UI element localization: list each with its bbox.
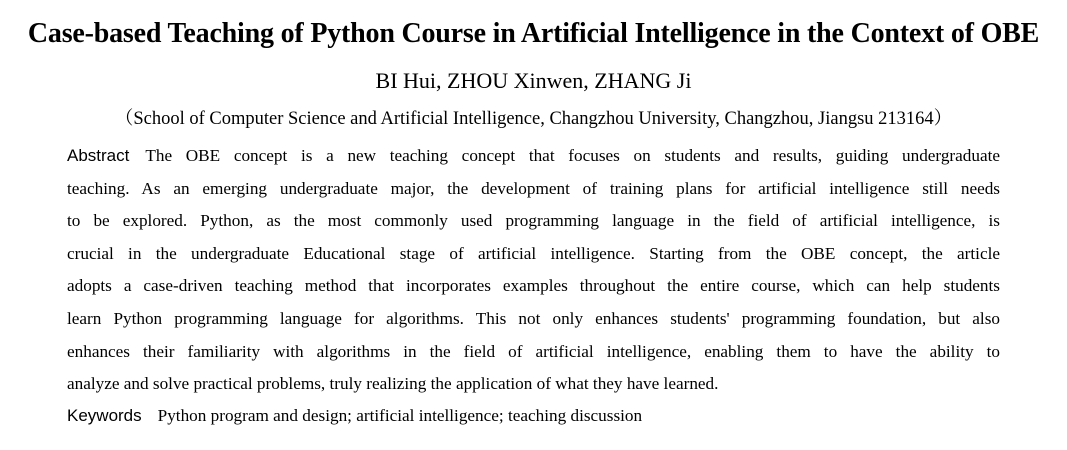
author-list: BI Hui, ZHOU Xinwen, ZHANG Ji [375,68,692,93]
abstract-line [67,140,1000,173]
paper-title: Case-based Teaching of Python Course in Artificial Intelligence in the Context of OBE [27,18,1040,49]
abstract-section [67,140,1000,401]
abstract-text: The OBE concept is a new teaching concept that focuses on students and results, guiding undergraduate [145,146,1000,165]
abstract-line: crucial in the undergraduate Educational stage of artificial intelligence. Starting from the OBE concept, the article [67,243,1000,263]
abstract-line: to be explored. Python, as the most commonly used programming language in the field of artificial intelligence, is [67,211,1000,231]
keywords-text: Python program and design; artificial intelligence; teaching discussion [157,406,643,425]
abstract-line: adopts a case-driven teaching method that incorporates examples throughout the entire course, which can help students [67,276,1000,296]
affiliation: （School of Computer Science and Artificial Intelligence, Changzhou University, Changzhou, Jiangsu 213164） [114,109,953,129]
abstract-label: Abstract [67,146,130,165]
abstract-line: enhances their familiarity with algorithms in the field of artificial intelligence, enabling them to have the ability to [67,341,1000,361]
keywords-section [67,400,1000,432]
abstract-line: learn Python programming language for algorithms. This not only enhances students' programming foundation, but also [67,308,1000,328]
abstract-line: teaching. As an emerging undergraduate major, the development of training plans for artificial intelligence still needs [67,178,1000,198]
keywords-label: Keywords [67,406,142,425]
abstract-line: analyze and solve practical problems, truly realizing the application of what they have learned. [67,374,719,394]
